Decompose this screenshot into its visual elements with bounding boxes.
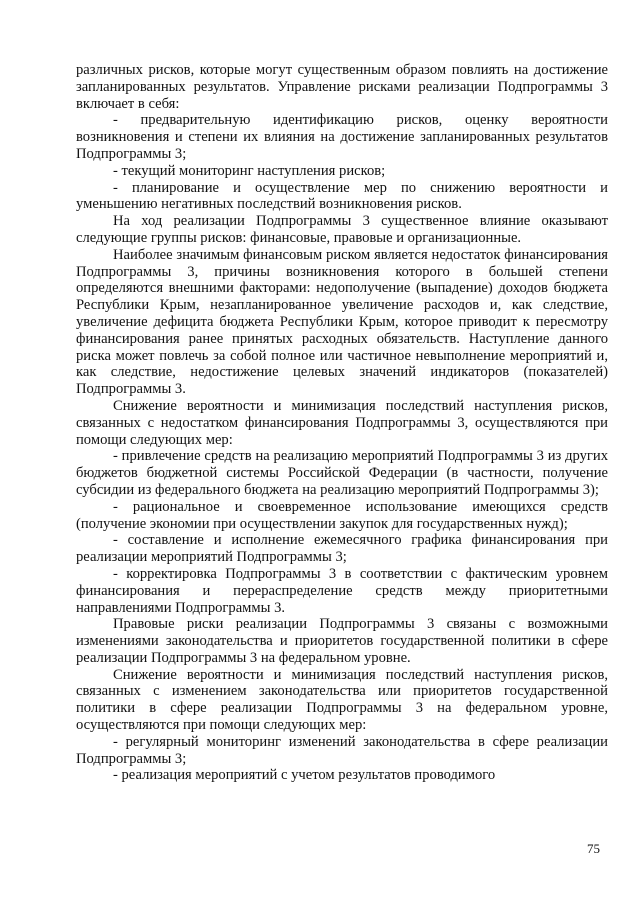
- list-item-funding-attraction: - привлечение средств на реализацию мероприятий Подпрограммы 3 из других бюджетов бюджетной системы Российской Федерации (в частности, получение субсидии из федерального бюджета на реализацию мероприятий Подпрограммы 3);: [76, 448, 608, 498]
- paragraph-financial-risk: Наиболее значимым финансовым риском является недостаток финансирования Подпрограммы 3, причины возникновения которого в большей степени определяются внешними факторами: недополучение (выпадение) доходов бюджета Республики Крым, незапланированное увеличение расходов и, как следствие, увеличение дефицита бюджета Республики Крым, которое приводит к пересмотру финансирования ранее принятых расходных обязательств. Наступление данного риска может повлечь за собой полное или частичное невыполнение мероприятий и, как следствие, недостижение целевых значений индикаторов (показателей) Подпрограммы 3.: [76, 246, 608, 398]
- page-number: 75: [587, 841, 600, 856]
- paragraph-risk-groups: На ход реализации Подпрограммы 3 существенное влияние оказывают следующие группы рисков: финансовые, правовые и организационные.: [76, 213, 608, 246]
- list-item-risk-planning: - планирование и осуществление мер по снижению вероятности и уменьшению негативных последствий возникновения рисков.: [76, 179, 608, 213]
- list-item-risk-monitoring: - текущий мониторинг наступления рисков;: [113, 162, 386, 179]
- list-item-legislation-monitoring: - регулярный мониторинг изменений законодательства в сфере реализации Подпрограммы 3;: [76, 733, 608, 767]
- list-item-implementation: - реализация мероприятий с учетом результатов проводимого: [113, 767, 496, 784]
- list-item-program-adjustment: - корректировка Подпрограммы 3 в соответствии с фактическим уровнем финансирования и перераспределение средств между приоритетными направлениями Подпрограммы 3.: [76, 565, 608, 616]
- paragraph-legal-measures: Снижение вероятности и минимизация последствий наступления рисков, связанных с изменением законодательства или приоритетов государственной политики в сфере реализации Подпрограммы 3 на федеральном уровне, осуществляются при помощи следующих мер:: [76, 666, 608, 734]
- paragraph-legal-risks: Правовые риски реализации Подпрограммы 3 связаны с возможными изменениями законодательства и приоритетов государственной политики в сфере реализации Подпрограммы 3 на федеральном уровне.: [76, 616, 608, 666]
- list-item-rational-use: - рациональное и своевременное использование имеющихся средств (получение экономии при осуществлении закупок для государственных нужд);: [76, 498, 608, 532]
- paragraph-financial-measures: Снижение вероятности и минимизация последствий наступления рисков, связанных с недостатком финансирования Подпрограммы 3, осуществляются при помощи следующих мер:: [76, 397, 608, 448]
- list-item-monthly-schedule: - составление и исполнение ежемесячного графика финансирования при реализации мероприятий Подпрограммы 3;: [76, 532, 608, 566]
- list-item-risk-identification: - предварительную идентификацию рисков, оценку вероятности возникновения и степени их влияния на достижение запланированных результатов Подпрограммы 3;: [76, 112, 608, 162]
- document-body: [76, 62, 608, 784]
- paragraph-continuation: различных рисков, которые могут существенным образом повлиять на достижение запланированных результатов. Управление рисками реализации Подпрограммы 3 включает в себя:: [76, 62, 608, 112]
